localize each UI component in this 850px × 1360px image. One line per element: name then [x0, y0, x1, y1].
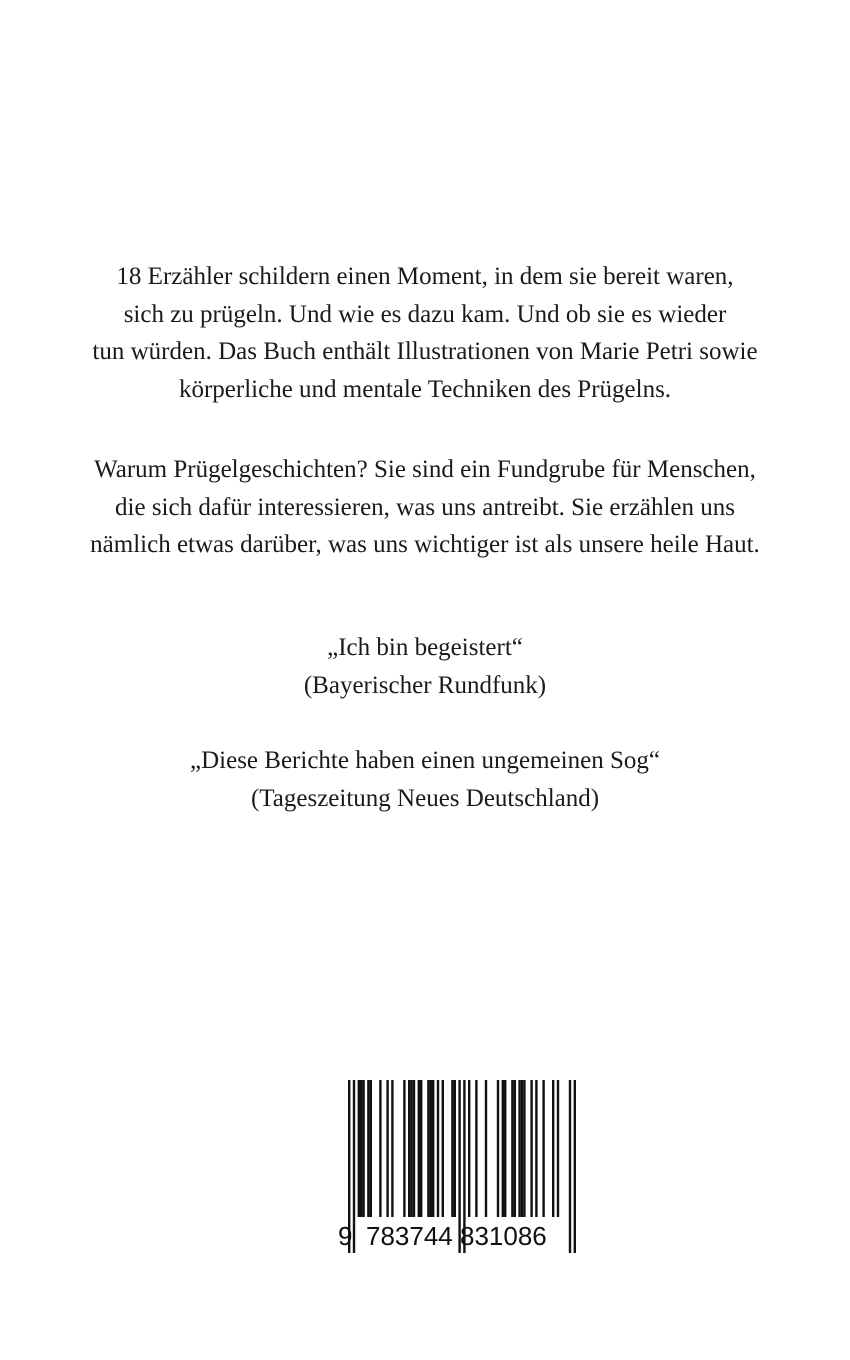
barcode-bar — [430, 1080, 432, 1217]
barcode-bar — [358, 1080, 360, 1217]
review-text: „Diese Berichte haben einen ungemeinen Sog“ — [190, 747, 660, 774]
barcode-bar — [530, 1080, 532, 1217]
barcode-bar — [521, 1080, 523, 1217]
barcode-bar — [502, 1080, 504, 1217]
description-line: 18 Erzähler schildern einen Moment, in dem sie bereit waren, — [116, 263, 734, 290]
barcode-bar — [557, 1080, 559, 1217]
barcode-bar — [518, 1080, 520, 1217]
barcode-bar — [552, 1080, 554, 1217]
description-line: tun würden. Das Buch enthält Illustrationen von Marie Petri sowie — [92, 338, 758, 365]
barcode-bar — [485, 1080, 487, 1217]
barcode-bar — [418, 1080, 420, 1217]
barcode-bar — [511, 1080, 513, 1217]
barcode-bar — [497, 1080, 499, 1217]
barcode-bar — [468, 1080, 470, 1217]
review-source: (Bayerischer Rundfunk) — [303, 671, 547, 699]
description-line: Warum Prügelgeschichten? Sie sind ein Fundgrube für Menschen, — [94, 456, 756, 483]
description-line: sich zu prügeln. Und wie es dazu kam. Und ob sie es wieder — [123, 300, 727, 328]
review-quote-2 — [60, 742, 790, 817]
barcode-bar — [367, 1080, 369, 1217]
barcode-bar — [523, 1080, 525, 1217]
barcode-bar — [437, 1080, 439, 1217]
isbn-first-digit: 9 — [338, 1221, 353, 1251]
barcode-bar — [379, 1080, 381, 1217]
description-line: nämlich etwas darüber, was uns wichtiger ist als unsere heile Haut. — [90, 531, 760, 558]
review-text: „Ich bin begeistert“ — [327, 634, 523, 661]
description-line: die sich dafür interessieren, was uns antreibt. Sie erzählen uns — [115, 493, 735, 521]
barcode-bar — [391, 1080, 393, 1217]
barcode-bar — [410, 1080, 412, 1217]
description-line: körperliche und mentale Techniken des Prügelns. — [178, 375, 672, 403]
description-paragraph-2 — [60, 451, 790, 564]
barcode-bar — [360, 1080, 362, 1217]
barcode-bar — [535, 1080, 537, 1217]
barcode-bar — [362, 1080, 364, 1217]
barcode-bar — [432, 1080, 434, 1217]
barcode-bar — [408, 1080, 410, 1217]
barcode-bar — [504, 1080, 506, 1217]
barcode-bar — [442, 1080, 444, 1217]
barcode-bar — [370, 1080, 372, 1217]
review-source: (Tageszeitung Neues Deutschland) — [250, 784, 600, 812]
barcode-bar — [403, 1080, 405, 1217]
barcode-bar — [454, 1080, 456, 1217]
barcode-bar — [386, 1080, 388, 1217]
barcode-bar — [413, 1080, 415, 1217]
barcode-bar — [542, 1080, 544, 1217]
barcode-bar — [451, 1080, 453, 1217]
barcode-bar — [427, 1080, 429, 1217]
barcode-bar — [475, 1080, 477, 1217]
barcode-bar — [420, 1080, 422, 1217]
review-quote-1 — [60, 629, 790, 704]
barcode-bar — [514, 1080, 516, 1217]
isbn-left-group: 783744 — [366, 1221, 453, 1251]
isbn-right-group: 831086 — [460, 1221, 547, 1251]
isbn-number — [336, 1221, 576, 1255]
description-paragraph-1 — [60, 258, 790, 408]
